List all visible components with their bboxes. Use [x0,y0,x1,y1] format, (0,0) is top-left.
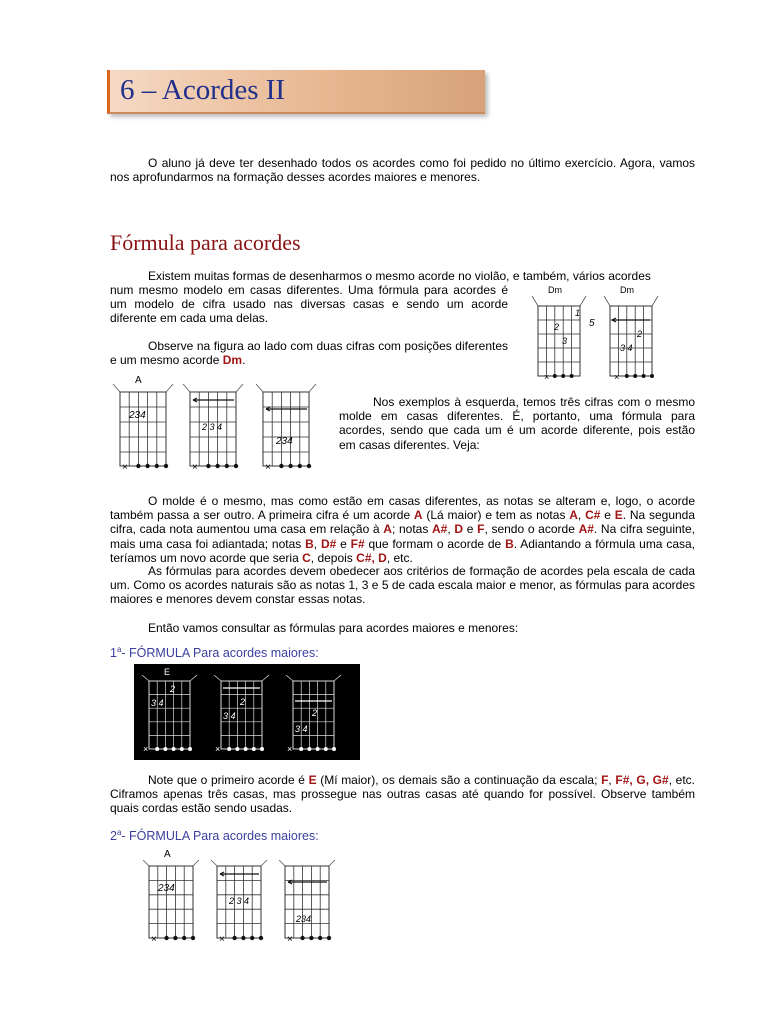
formula-1-sup: a [116,645,122,654]
note-highlight: D [454,522,464,537]
paragraph-text: . Na segunda cifra, cada nota aumentou uma casa em relação à [110,508,696,537]
note-highlight: C [302,550,311,565]
note-highlight: C# [585,508,601,523]
svg-text:3: 3 [562,336,568,346]
note-highlight: B [305,536,314,551]
group3-label: A [164,849,171,860]
page-title: 6 – Acordes II [120,74,286,106]
paragraph-text: (Mí maior), os demais são a continuação da escala; [316,773,602,787]
paragraph-text: , [313,536,321,551]
paragraph-5: As fórmulas para acordes devem obedecer aos critérios de formação de acordes pela escala de cada um. Como os acordes naturais são as notas 1, 3 e 5 de cada escala maior e menor, as fórmulas para acordes maiores e menores devem constar essas notas. [110,564,695,607]
note-highlight: F# [350,536,365,551]
svg-text:2: 2 [554,322,560,332]
note-highlight: D# [320,536,337,551]
paragraph-2-end: . [242,353,246,368]
svg-text:3 4: 3 4 [295,724,308,734]
note-highlight: B [505,536,514,551]
note-highlight: A [413,508,423,523]
dm-fret-label: 5 [589,318,595,329]
fingers-a: 234 [129,410,146,421]
paragraph-text: , depois [310,550,357,565]
svg-text:3 4: 3 4 [151,698,164,708]
group1-label: A [135,375,142,386]
svg-text:2: 2 [312,708,318,718]
paragraph-text: , [577,508,586,523]
fingers-a-2: 234 [158,883,175,894]
note-highlight: E [614,508,623,523]
formula-1-heading [110,645,319,660]
group2-label: E [164,667,171,677]
paragraph-text: (Lá maior) e tem as notas [422,508,570,523]
paragraph-2 [110,339,508,367]
note-highlight: E [308,773,317,787]
svg-text:×: × [287,934,293,945]
formula-2-heading [110,828,319,843]
chord-diagram-dm-1 [532,296,586,380]
chord-diagram-a-sharp [183,384,243,473]
formula-2-sup: a [116,828,122,837]
svg-text:2: 2 [240,697,246,707]
intro-paragraph: O aluno já deve ter desenhado todos os acordes como foi pedido no último exercício. Agora, vamos nos aprofundarmos na formação desses acordes maiores e menores. [110,156,695,185]
note-highlight: A# [578,522,594,537]
chord-group-1 [110,372,330,474]
note-highlight: A# [432,522,448,537]
svg-text:3 4: 3 4 [620,343,633,353]
formula-1-number: 1 [110,646,117,661]
paragraph-1-rest: num mesmo modelo em casas diferentes. Uma fórmula para acordes é um modelo de cifra usado nas diversas casas e sendo um acorde diferente em cada uma delas. [110,283,508,326]
svg-text:×: × [265,462,271,473]
chord-group-3 [138,846,350,946]
formula-1-diagrams [134,664,360,760]
paragraph-text: , [447,522,455,537]
svg-text:×: × [143,744,149,754]
paragraph-text: e [336,536,351,551]
fingers-b: 234 [276,436,293,447]
paragraph-text: , etc. [386,550,413,565]
note-highlight: F [477,522,485,537]
note-highlight: C#, D [356,550,387,565]
note-highlight: A [569,508,578,523]
paragraph-2-text: Observe na figura ao lado com duas cifras com posições diferentes e um mesmo acorde [110,339,508,368]
section-heading: Fórmula para acordes [110,230,301,255]
svg-text:×: × [122,462,128,473]
formula-2-number: 2 [110,829,117,844]
paragraph-3: Nos exemplos à esquerda, temos três cifras com o mesmo molde em casas diferentes. É, portanto, uma fórmula para acordes, sendo que cada um é um acorde diferente, pois estão em casas diferentes. Veja: [339,395,695,452]
chord-diagram-a-sharp-2 [211,860,267,945]
paragraph-4 [110,494,695,565]
svg-text:×: × [151,934,157,945]
svg-text:2: 2 [637,329,643,339]
paragraph-text: O molde é o mesmo, mas como estão em casas diferentes, as notas se alteram e, logo, o acorde também passa a ser outro. A primeira cifra é um acorde [110,494,695,523]
fingers-b-2: 234 [296,914,312,924]
svg-text:×: × [192,462,198,473]
formula-2-text: - FÓRMULA Para acordes maiores: [121,829,319,844]
chord-diagram-b [256,384,316,473]
note-highlight: A [383,522,392,537]
svg-text:2: 2 [170,684,176,694]
paragraph-text: . Na cifra seguinte, mais uma casa foi adiantada; notas [110,522,695,551]
svg-text:1: 1 [575,308,581,318]
note-highlight: F [601,773,609,787]
paragraph-text: que formam o acorde de [364,536,506,551]
fingers-a-sharp-2: 2 3 4 [229,896,250,906]
svg-text:×: × [287,744,293,754]
chord-diagram-a [113,384,173,473]
chord-diagram-b-2 [279,860,335,945]
paragraph-text: Note que o primeiro acorde é [148,773,309,787]
fingers-a-sharp: 2 3 4 [202,422,223,432]
paragraph-text: , [608,773,616,787]
paragraph-2-chord: Dm [222,353,243,368]
chord-diagram-dm-2 [589,296,658,380]
svg-text:×: × [544,372,550,380]
svg-text:3 4: 3 4 [223,711,236,721]
dm-label-1: Dm [548,285,562,295]
paragraph-text: e [600,508,615,523]
dm-label-2: Dm [620,285,634,295]
formula-1-text: - FÓRMULA Para acordes maiores: [121,646,319,661]
svg-text:×: × [219,934,225,945]
paragraph-7 [110,773,695,816]
paragraph-6: Então vamos consultar as fórmulas para acordes maiores e menores: [148,621,519,635]
chord-diagram-a-2 [143,860,199,945]
paragraph-text: , sendo o acorde [484,522,579,537]
note-highlight: F#, G, G# [615,773,669,787]
dm-chord-diagrams [528,284,668,380]
svg-text:×: × [215,744,221,754]
paragraph-text: ; notas [391,522,433,537]
paragraph-text: e [463,522,478,537]
svg-text:×: × [614,372,620,380]
paragraph-1-line1: Existem muitas formas de desenharmos o mesmo acorde no violão, e também, vários acordes [148,269,651,283]
paragraph-text: , etc. Ciframos apenas três casas, mas prossegue nas outras casas até quando for possível. Observe também quais cordas estão sendo usadas. [110,773,696,816]
paragraph-text: . Adiantando a fórmula uma casa, teríamos um novo acorde que seria [110,536,695,565]
